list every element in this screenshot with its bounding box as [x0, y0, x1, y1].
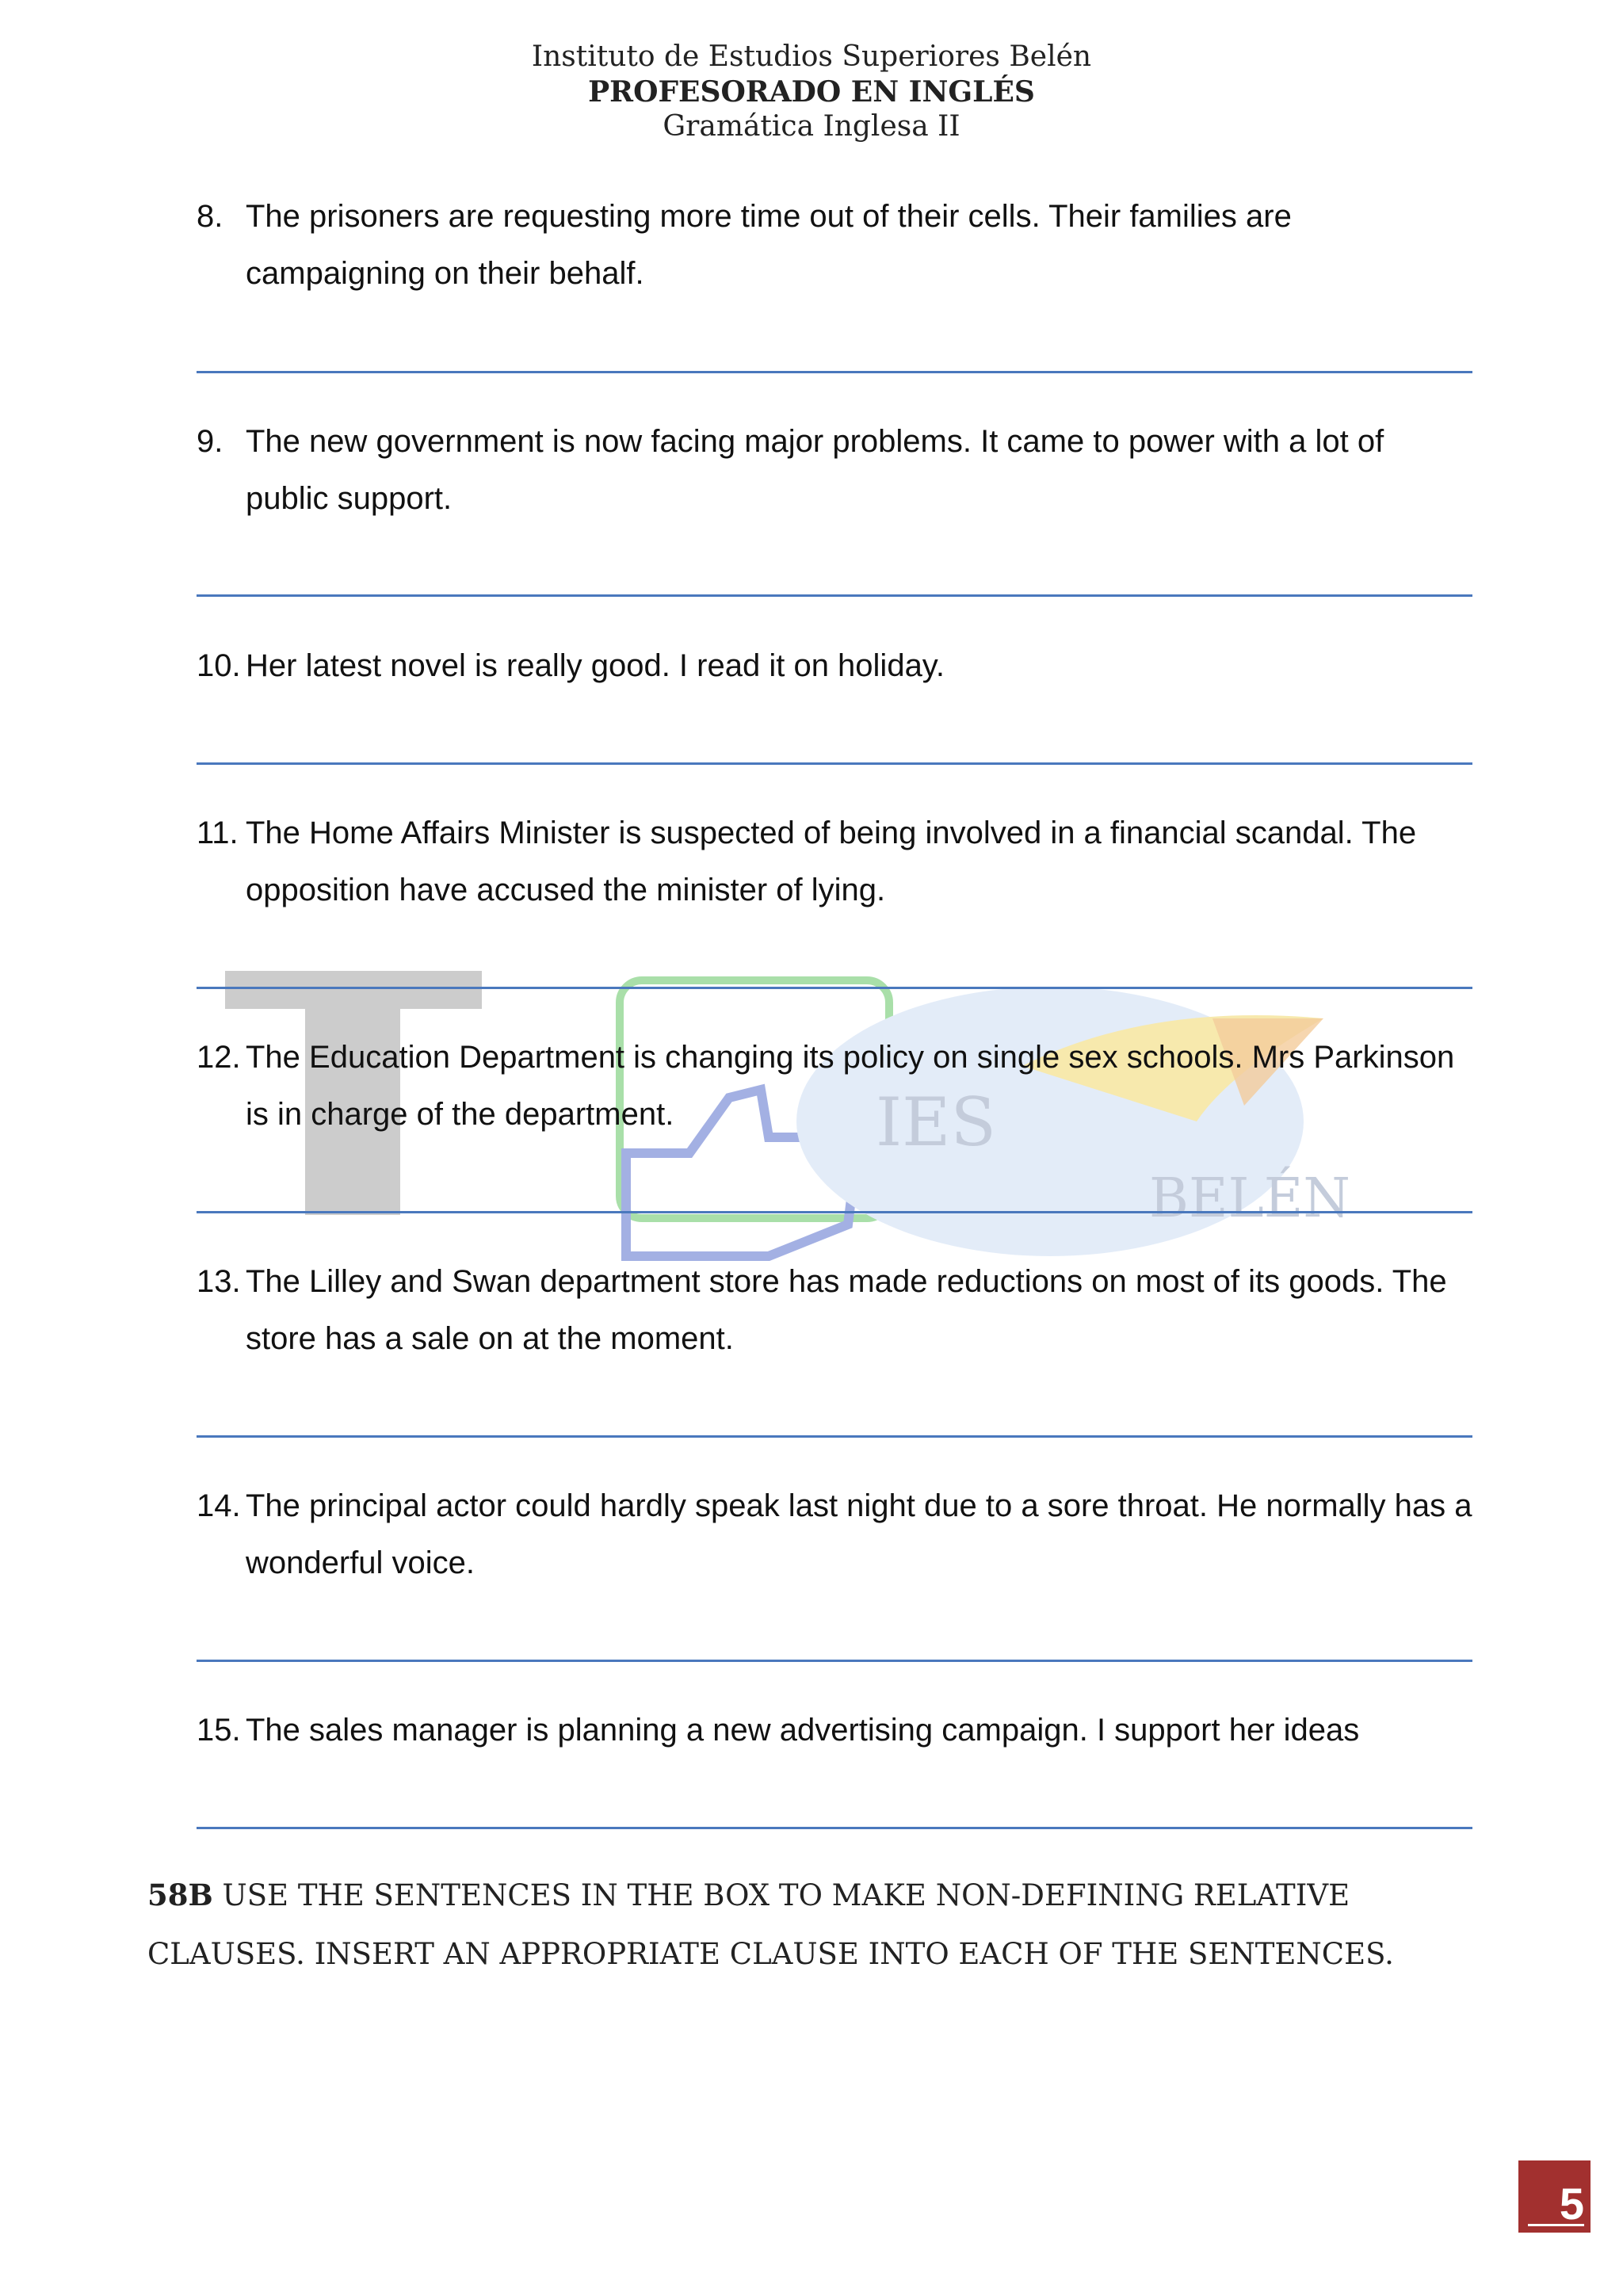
exercise-text: Her latest novel is really good. I read it on holiday.: [246, 648, 945, 683]
page-number-underline: [1528, 2224, 1584, 2226]
exercise-text: The principal actor could hardly speak last night due to a sore throat. He normally has a wonderful voice.: [246, 1488, 1472, 1580]
exercise-number: 12.: [197, 1040, 241, 1075]
exercise-text: The prisoners are requesting more time out of their cells. Their families are campaigning on their behalf.: [246, 199, 1292, 291]
logo-watermark-text: IES: [876, 1083, 997, 1161]
answer-line-9[interactable]: [197, 594, 1472, 597]
answer-line-10[interactable]: [197, 762, 1472, 765]
exercise-item-9: [197, 413, 1472, 527]
exercise-number: 13.: [197, 1264, 241, 1299]
exercise-number: 15.: [197, 1713, 241, 1748]
page-number: 5: [1559, 2179, 1584, 2229]
section-instructions-text: USE THE SENTENCES IN THE BOX TO MAKE NON-DEFINING RELATIVE CLAUSES. INSERT AN APPROPRIATE CLAUSE INTO EACH OF THE SENTENCES.: [147, 1878, 1394, 1971]
page-header: [0, 40, 1623, 144]
exercise-item-10: [197, 637, 1472, 694]
exercise-number: 11.: [197, 816, 239, 850]
exercise-text: The Lilley and Swan department store has made reductions on most of its goods. The store has a sale on at the moment.: [246, 1264, 1447, 1356]
exercise-item-14: [197, 1477, 1472, 1591]
program-name: PROFESORADO EN INGLÉS: [588, 75, 1035, 109]
exercise-number: 14.: [197, 1488, 241, 1523]
exercise-text: The sales manager is planning a new advertising campaign. I support her ideas: [246, 1713, 1360, 1748]
exercise-number: 9.: [197, 424, 223, 459]
answer-line-13[interactable]: [197, 1435, 1472, 1438]
exercise-text: The Education Department is changing its policy on single sex schools. Mrs Parkinson is in charge of the department.: [246, 1040, 1455, 1132]
exercise-number: 10.: [197, 648, 241, 683]
answer-line-14[interactable]: [197, 1660, 1472, 1662]
exercise-text: The new government is now facing major problems. It came to power with a lot of public support.: [246, 424, 1384, 516]
section-58b-instructions: [147, 1866, 1479, 1984]
logo-watermark-subtext: BELÉN: [1149, 1167, 1350, 1230]
subject-name: Gramática Inglesa II: [663, 110, 960, 143]
exercise-number: 8.: [197, 199, 223, 234]
exercise-item-8: [197, 188, 1472, 302]
answer-line-8[interactable]: [197, 371, 1472, 373]
exercise-item-11: [197, 804, 1472, 919]
answer-line-15[interactable]: [197, 1827, 1472, 1829]
section-label: 58B: [147, 1878, 213, 1912]
page-number-badge: [1518, 2160, 1591, 2233]
exercise-item-13: [197, 1253, 1472, 1367]
answer-line-11[interactable]: [197, 987, 1472, 989]
exercise-item-12: [197, 1029, 1472, 1143]
exercise-text: The Home Affairs Minister is suspected of being involved in a financial scandal. The opposition have accused the minister of lying.: [246, 816, 1417, 907]
exercise-item-15: [197, 1702, 1472, 1759]
institution-name: Instituto de Estudios Superiores Belén: [531, 40, 1092, 73]
answer-line-12[interactable]: [197, 1211, 1472, 1213]
